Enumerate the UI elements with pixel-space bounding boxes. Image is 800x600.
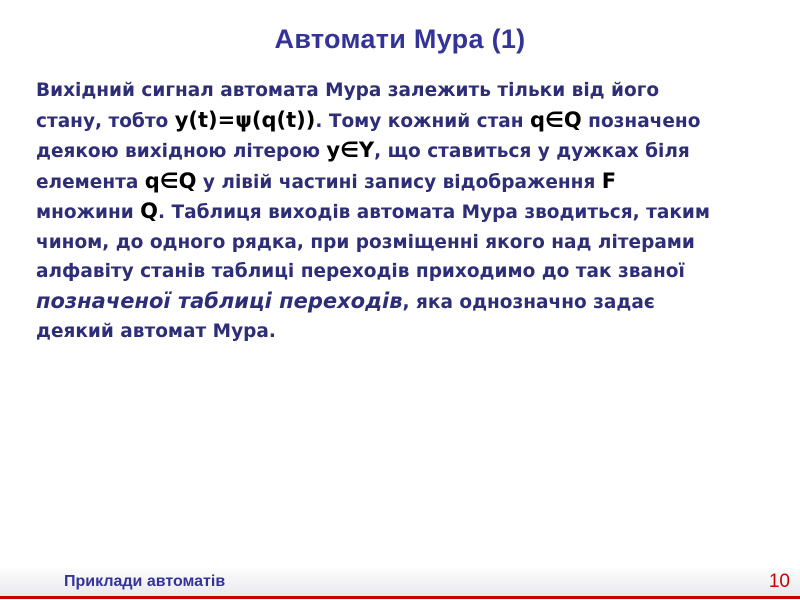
text-segment: елемента: [36, 171, 145, 193]
text-segment: . Таблиця виходів автомата Мура зводиться, таким: [158, 202, 710, 223]
text-segment: множини: [36, 202, 141, 223]
paragraph-line: [36, 167, 776, 198]
math-expression: q∈Q: [530, 107, 582, 132]
page-number: 10: [768, 571, 790, 592]
text-segment: , що ставиться у дужках біля: [374, 141, 690, 162]
text-segment: деякий автомат Мура.: [36, 321, 276, 342]
paragraph-line: [36, 287, 776, 318]
footer-divider: [0, 596, 800, 599]
math-expression: F: [601, 168, 617, 193]
text-segment: чином, до одного рядка, при розміщенні якого над літерами: [36, 231, 695, 253]
text-segment: алфавіту станів таблиці переходів приходимо до так званої: [36, 261, 685, 282]
math-expression: Q: [140, 199, 159, 223]
footer-section-title: Приклади автоматів: [64, 573, 226, 590]
text-segment: позначено: [581, 110, 701, 132]
paragraph-line: [36, 106, 776, 137]
paragraph-line: [36, 136, 776, 167]
emphasized-term: позначеної таблиці переходів: [36, 288, 403, 313]
text-segment: деякою вихідною літерою: [36, 141, 327, 162]
text-segment: Вихідний сигнал автомата Мура залежить тільки від його: [36, 80, 660, 101]
paragraph-line: [36, 257, 776, 287]
paragraph-line: [36, 228, 776, 258]
math-expression: q∈Q: [144, 168, 197, 193]
text-segment: у лівій частині запису відображення: [196, 171, 602, 193]
math-expression: y∈Y: [326, 138, 375, 162]
math-expression: y(t)=ψ(q(t)): [174, 107, 316, 132]
slide-title: Автомати Мура (1): [274, 24, 526, 54]
text-segment: . Тому кожний стан: [315, 110, 531, 132]
text-segment: , яка однозначно задає: [402, 291, 655, 313]
slide-body-paragraph: [36, 76, 776, 347]
paragraph-line: [36, 76, 776, 106]
paragraph-line: [36, 197, 776, 228]
paragraph-line: [36, 317, 776, 347]
text-segment: стану, тобто: [36, 110, 175, 132]
